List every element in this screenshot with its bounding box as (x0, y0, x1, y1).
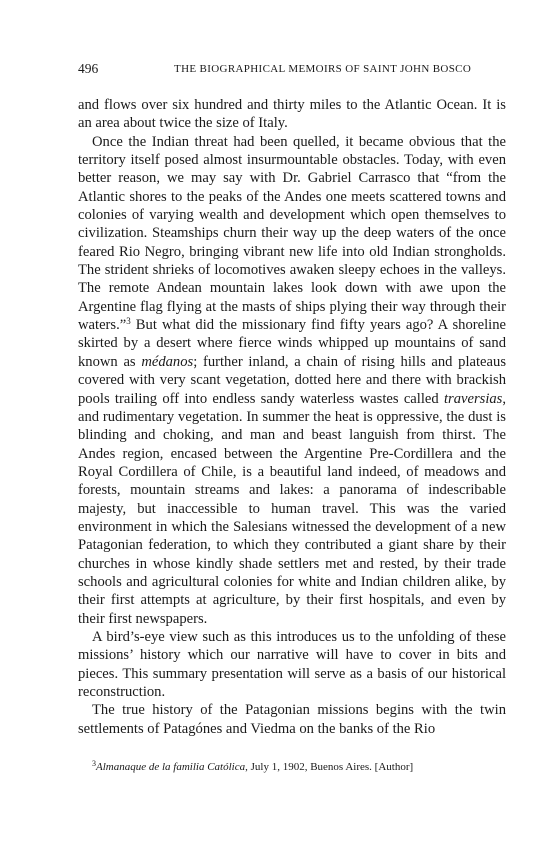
italic-term: médanos (141, 353, 194, 370)
page-number: 496 (78, 61, 99, 76)
text-run: But what did the missionary find fifty years ago? A shoreline skirted by a desert where fierce winds whipped up mountains of sand known as (78, 317, 506, 370)
footnote (92, 760, 506, 774)
footnote-reference: 3 (126, 316, 131, 327)
text-run: ; further inland, a chain of rising hills and plateaus covered with very scant vegetation, dotted here and there with brackish pools trailing off into endless sandy waterless wastes called (78, 353, 506, 407)
running-title: THE BIOGRAPHICAL MEMOIRS OF SAINT JOHN BOSCO (174, 63, 472, 75)
paragraph: A bird’s-eye view such as this introduces us to the unfolding of these missions’ history which our narrative will have to cover in bits and pieces. This summary presentation will serve as a basis of our historical reconstruction. (78, 628, 506, 700)
paragraph (78, 133, 506, 628)
body-text (78, 96, 506, 738)
text-run: , and rudimentary vegetation. In summer the heat is oppressive, the dust is blinding and choking, and man and beast languish from thirst. The Andes region, encased between the Argentine Pre-Cordillera and the Royal Cordillera of Chile, is a beautiful land indeed, of meadows and forests, mountain streams and lakes: a panorama of indescribable majesty, but inaccessible to human travel. This was the varied environment in which the Salesians witnessed the development of a new Patagonian federation, to which they contributed a giant share by their churches in whose kindly shade settlers met and rested, by their trade schools and agricultural colonies for white and Indian children alike, by their first attempts at agriculture, by their first hospitals, and even by their first newspapers. (78, 390, 506, 627)
text-run: Once the Indian threat had been quelled, it became obvious that the territory itself posed almost insurmountable obstacles. Today, with even better reason, we may say with Dr. Gabriel Carrasco that “from the Atlantic shores to the peaks of the Andes one meets scattered towns and colonies of varying wealth and development which open themselves to civilization. Steamships churn their way up the deep waters of the once feared Rio Negro, bringing vibrant new life into old Indian strongholds. The strident shrieks of locomotives awaken sleepy echoes in the valleys. The remote Andean mountain lakes look down with awe upon the Argentine flag flying at the masts of ships plying their way through their waters.” (78, 133, 506, 334)
footnote-details: , July 1, 1902, Buenos Aires. [Author] (245, 761, 414, 773)
footnote-marker: 3 (92, 759, 96, 768)
paragraph: The true history of the Patagonian missions begins with the twin settlements of Patagónes and Viedma on the banks of the Rio (78, 702, 506, 737)
italic-term: traversias (443, 390, 503, 407)
paragraph: and flows over six hundred and thirty miles to the Atlantic Ocean. It is an area about twice the size of Italy. (78, 97, 506, 132)
footnote-source-title: Almanaque de la familia Católica (96, 761, 246, 773)
running-head (78, 60, 506, 78)
